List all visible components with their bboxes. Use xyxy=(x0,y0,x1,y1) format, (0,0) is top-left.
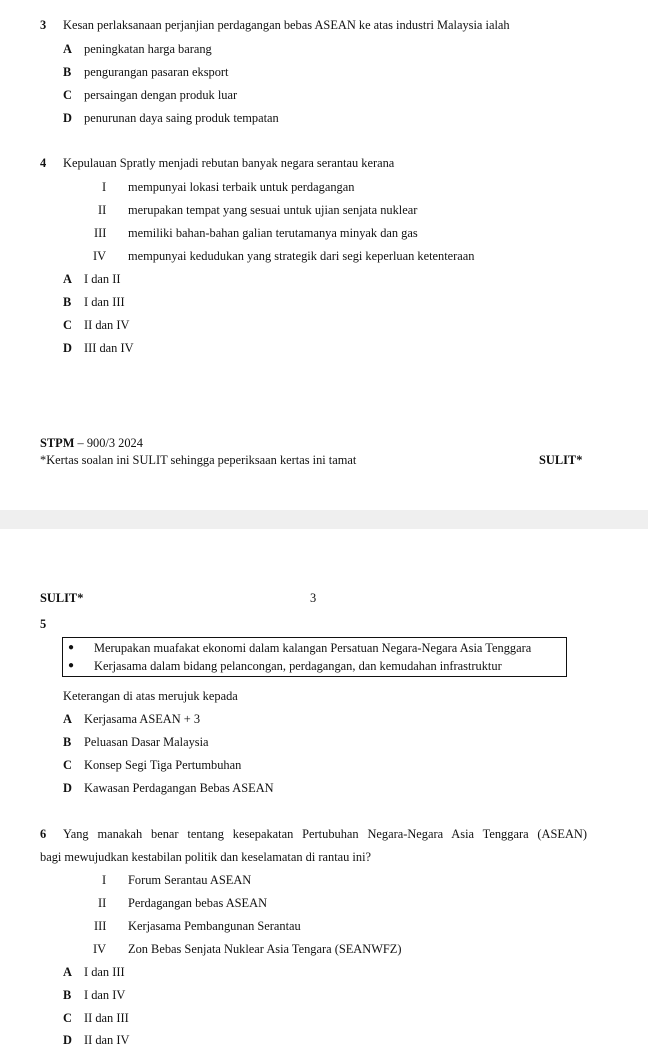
q4-statement-iv: mempunyai kedudukan yang strategik dari segi keperluan ketenteraan xyxy=(128,249,475,263)
q4-statement-iii-roman: III xyxy=(94,226,107,240)
q6-option-c-letter: C xyxy=(63,1011,72,1025)
q4-option-c-letter: C xyxy=(63,318,72,332)
q5-option-d: Kawasan Perdagangan Bebas ASEAN xyxy=(84,781,274,795)
confidential-note: *Kertas soalan ini SULIT sehingga peperiksaan kertas ini tamat xyxy=(40,453,357,467)
q4-number: 4 xyxy=(40,156,47,170)
q6-option-b: I dan IV xyxy=(84,988,126,1002)
q4-option-d-letter: D xyxy=(63,341,72,355)
q5-bullet-2: Kerjasama dalam bidang pelancongan, perdagangan, dan kemudahan infrastruktur xyxy=(94,659,502,673)
q5-stem: Keterangan di atas merujuk kepada xyxy=(63,689,238,703)
q3-option-b-letter: B xyxy=(63,65,72,79)
q4-statement-i: mempunyai lokasi terbaik untuk perdagangan xyxy=(128,180,355,194)
exam-prefix: STPM xyxy=(40,436,75,450)
q3-option-d: penurunan daya saing produk tempatan xyxy=(84,111,279,125)
q6-stem-line-2: bagi mewujudkan kestabilan politik dan keselamatan di rantau ini? xyxy=(40,850,372,864)
sulit-footer: SULIT* xyxy=(539,453,583,467)
q5-option-b-letter: B xyxy=(63,735,72,749)
q5-number: 5 xyxy=(40,617,47,631)
q6-option-d-letter: D xyxy=(63,1033,72,1047)
q6-statement-ii-roman: II xyxy=(98,896,107,910)
q3-option-b: pengurangan pasaran eksport xyxy=(84,65,229,79)
q4-option-d: III dan IV xyxy=(84,341,134,355)
q6-statement-iii-roman: III xyxy=(94,919,107,933)
q5-option-d-letter: D xyxy=(63,781,72,795)
q4-option-a: I dan II xyxy=(84,272,121,286)
q6-option-a-letter: A xyxy=(63,965,72,979)
q5-option-a: Kerjasama ASEAN + 3 xyxy=(84,712,201,726)
q5-option-a-letter: A xyxy=(63,712,72,726)
q3-option-c: persaingan dengan produk luar xyxy=(84,88,238,102)
q6-statement-ii: Perdagangan bebas ASEAN xyxy=(128,896,268,910)
q5-option-b: Peluasan Dasar Malaysia xyxy=(84,735,209,749)
q3-option-d-letter: D xyxy=(63,111,72,125)
q4-statement-i-roman: I xyxy=(102,180,107,194)
q4-statement-iv-roman: IV xyxy=(93,249,107,263)
q4-option-b: I dan III xyxy=(84,295,125,309)
q3-number: 3 xyxy=(40,18,47,32)
page-separator xyxy=(0,510,648,529)
bullet-icon: ● xyxy=(68,660,75,671)
q3-option-c-letter: C xyxy=(63,88,72,102)
q3-stem: Kesan perlaksanaan perjanjian perdagangan bebas ASEAN ke atas industri Malaysia ialah xyxy=(63,18,510,32)
q6-option-a: I dan III xyxy=(84,965,125,979)
q6-option-c: II dan III xyxy=(84,1011,129,1025)
q4-statement-ii: merupakan tempat yang sesuai untuk ujian senjata nuklear xyxy=(128,203,418,217)
q6-statement-iv: Zon Bebas Senjata Nuklear Asia Tengara (SEANWFZ) xyxy=(128,942,402,956)
q6-statement-iv-roman: IV xyxy=(93,942,107,956)
page-number: 3 xyxy=(310,591,317,605)
q3-option-a: peningkatan harga barang xyxy=(84,42,212,56)
q4-option-a-letter: A xyxy=(63,272,72,286)
q6-number: 6 xyxy=(40,827,47,841)
q3-option-a-letter: A xyxy=(63,42,72,56)
q4-statement-ii-roman: II xyxy=(98,203,107,217)
q4-statement-iii: memiliki bahan-bahan galian terutamanya minyak dan gas xyxy=(128,226,418,240)
q5-option-c: Konsep Segi Tiga Pertumbuhan xyxy=(84,758,242,772)
q6-statement-i-roman: I xyxy=(102,873,107,887)
q6-option-b-letter: B xyxy=(63,988,72,1002)
q4-option-b-letter: B xyxy=(63,295,72,309)
q5-option-c-letter: C xyxy=(63,758,72,772)
bullet-icon: ● xyxy=(68,642,75,653)
exam-code-rest: – 900/3 2024 xyxy=(74,436,143,450)
sulit-header: SULIT* xyxy=(40,591,84,605)
q4-option-c: II dan IV xyxy=(84,318,130,332)
q5-bullet-1: Merupakan muafakat ekonomi dalam kalangan Persatuan Negara-Negara Asia Tenggara xyxy=(94,641,532,655)
q6-statement-iii: Kerjasama Pembangunan Serantau xyxy=(128,919,301,933)
exam-code xyxy=(40,437,143,449)
q6-statement-i: Forum Serantau ASEAN xyxy=(128,873,252,887)
q6-stem-line-1: Yang manakah benar tentang kesepakatan Pertubuhan Negara-Negara Asia Tenggara (ASEAN) xyxy=(63,827,587,841)
q6-option-d: II dan IV xyxy=(84,1033,130,1047)
q4-stem: Kepulauan Spratly menjadi rebutan banyak negara serantau kerana xyxy=(63,156,395,170)
